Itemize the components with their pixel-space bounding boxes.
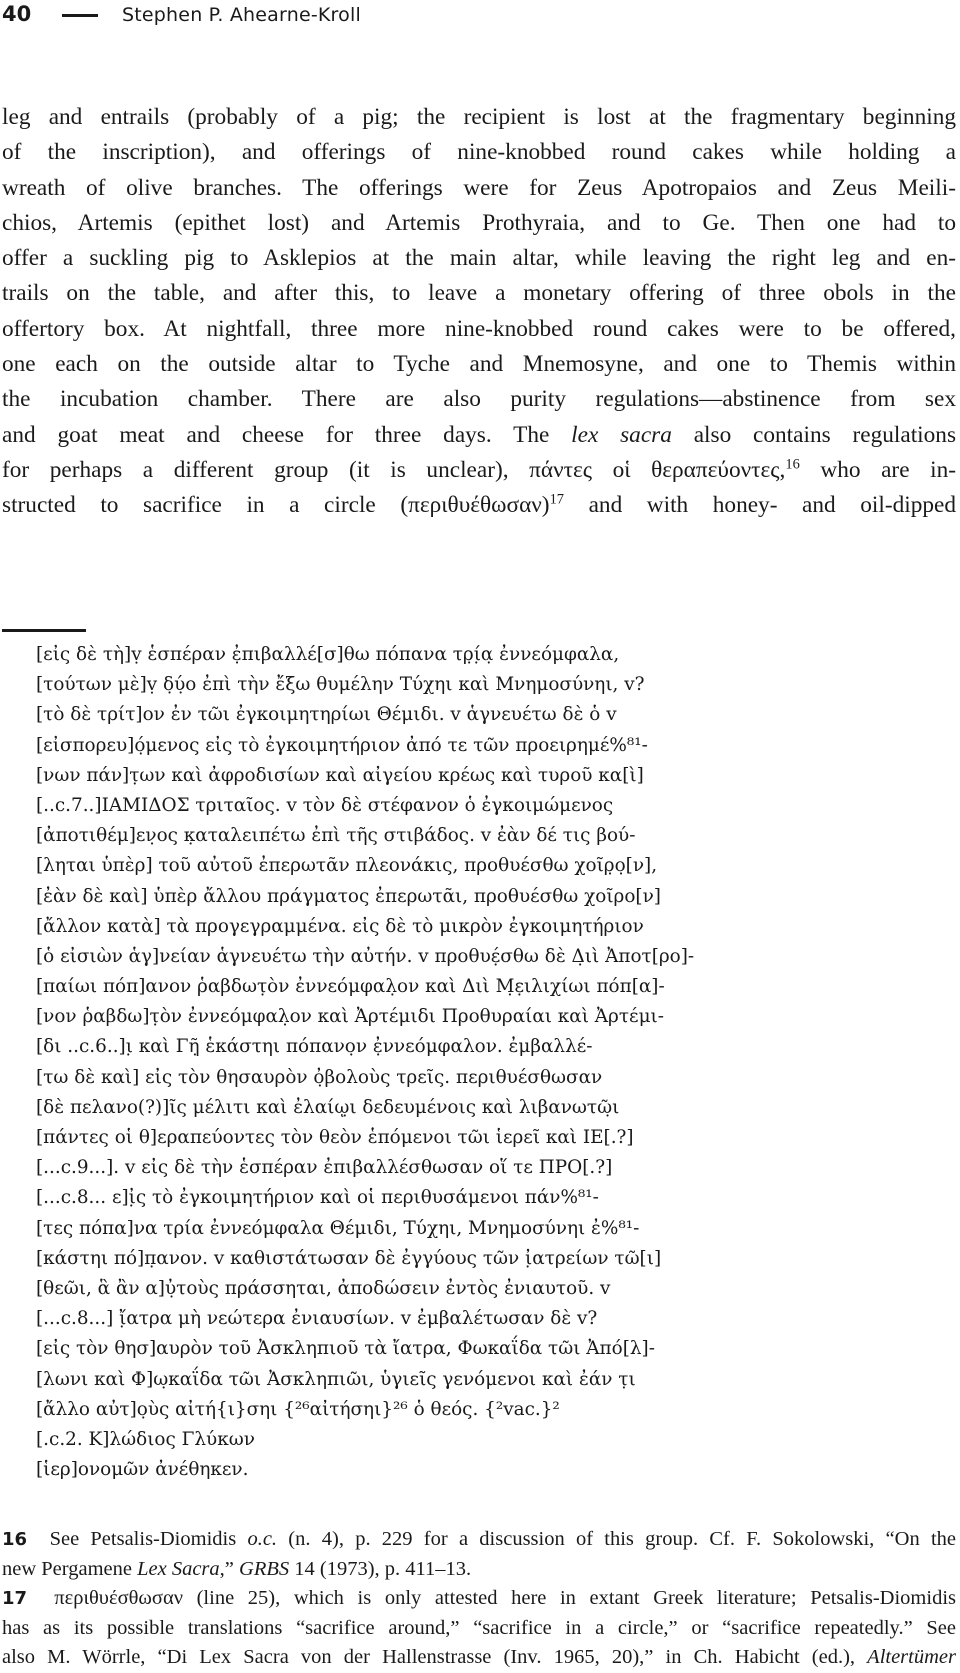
body-line: one each on the outside altar to Tyche and Mnemosyne, and one to Themis within (2, 351, 956, 378)
inscription-line: [εἰς δὲ τὴ]ṿ ἑσπέραν ἐ̣πιβαλλέ[σ]θω πόπανα τρ̣ί̣α̣ ἐννεόμφαλα, (36, 644, 620, 665)
inscription-line: [ἐὰν δὲ καὶ] ὑπὲρ ἄλλου πράγματος ἐπερωτᾶι, προθυέσθω χοῖρο[ν] (36, 885, 661, 907)
inscription-line: [ληται ὑπὲρ] τοῦ αὐτοῦ ἐπερωτᾶν πλεονάκις, προθυέσθω χοῖρ̣ο̣[ν], (36, 855, 658, 877)
body-line: offer a suckling pig to Asklepios at the main altar, while leaving the right leg and en- (2, 245, 956, 272)
inscription-line: [κάστηι πό]π̣ανον. v καθιστάτωσαν δὲ ἐγγύους τῶν ἰ̣ατρείων τῶ[ι] (36, 1247, 662, 1269)
footnote-17-line (2, 1643, 956, 1673)
footnote-rule (2, 629, 86, 632)
footnote-16-line (2, 1555, 956, 1585)
inscription-line: [ὁ εἰσιὼν ἁγ]νείαν ἁγνευέτω τὴν αὐτήν. v προθυέ̣σθω δὲ Δ̣ιὶ Ἀποτ[ρο]- (36, 945, 695, 967)
inscription-line: [ἀποτιθέμ]εν̣ος κ̣αταλειπέτω ἐπὶ τῆς στιβάδος. v ἐὰν δέ τις βού- (36, 825, 636, 847)
running-header (0, 2, 960, 32)
body-text (2, 100, 956, 524)
page-number: 40 (2, 2, 32, 26)
header-rule (62, 14, 98, 17)
inscription-line: [...c.8...] ἴ̣ατρα μὴ νεώτερα ἐνιαυσίων. v ἐμβαλέτωσαν δὲ v? (36, 1308, 598, 1330)
body-text-run: and with honey- and oil-dipped (564, 492, 956, 519)
footnote-ref-17: 17 (549, 491, 565, 508)
body-italic-term: lex sacra (571, 421, 672, 448)
inscription-line: [δὲ πελανο(?)]ῖς μέλιτι καὶ ἐλαίῳ̣ι δεδευμένοις καὶ λιβανωτῶ̣ι (36, 1096, 620, 1118)
footnote-16-line (2, 1525, 956, 1555)
inscription-line: [τούτων μὲ]ṿ δ̣ύ̣ο ἐπὶ τὴν ἔξω θυμέλην Τύχηι καὶ Μνημοσύνηι, v? (36, 674, 645, 696)
footnote-text: new Pergamene (2, 1557, 138, 1580)
footnote-italic: Lex Sacra (137, 1557, 220, 1580)
inscription-line: [ἱερ]ονομῶν ἀνέθηκεν. (36, 1459, 249, 1481)
running-author: Stephen P. Ahearne-Kroll (122, 4, 361, 26)
inscription-line: [παίωι πόπ]ανον ῥαβδωτ̣ὸν ἐννεόμφαλ̣ον καὶ Διὶ Μ̣ε̣ιλιχίωι πόπ[α]- (36, 976, 665, 998)
footnote-ref-16: 16 (785, 456, 800, 473)
footnote-text: 14 (1973), p. 411–13. (289, 1557, 472, 1580)
inscription-line: [πάντες οἱ θ]εραπεύοντες τὸν θεὸν ἑπόμενοι τῶι ἱερεῖ καὶ ΙΕ[.?] (36, 1127, 634, 1148)
body-line: chios, Artemis (epithet lost) and Artemis Prothyraia, and to Ge. Then one had to (2, 209, 956, 236)
body-line: leg and entrails (probably of a pig; the recipient is lost at the fragmentary beginning (2, 104, 956, 130)
body-line: offertory box. At nightfall, three more nine-knobbed round cakes were to be offered, (2, 315, 956, 342)
footnote-number: 17 (2, 1588, 28, 1609)
footnote-number: 16 (2, 1529, 28, 1550)
footnote-text: See Petsalis-Diomidis (49, 1528, 248, 1550)
footnote-italic: o.c. (247, 1528, 278, 1550)
footnote-italic: GRBS (239, 1557, 290, 1580)
body-line (2, 453, 956, 488)
body-line: wreath of olive branches. The offerings were for Zeus Apotropaios and Zeus Meili- (2, 174, 956, 201)
inscription-line: [..c.7..]ΙΑΜΙΔΟΣ τριταῖος. v τὸν δὲ στέφανον ὁ ἐγκοιμώμενος (36, 794, 614, 816)
footnote-italic: Altertümer (867, 1646, 956, 1668)
greek-inscription-block (36, 640, 916, 1485)
footnote-text: (n. 4), p. 229 for a discussion of this group. Cf. F. Sokolowski, “On the (277, 1528, 956, 1550)
inscription-line: [λωνι καὶ Φ]ω̣καΐδα τῶι Ἀσκληπιῶι, ὑγιεῖς γενόμενοι καὶ ἐάν τ̣ι (36, 1368, 636, 1390)
inscription-line: [νων πάν]τ̣ων καὶ ἀφροδισίων καὶ αἰγείου κρέως καὶ τυροῦ κα[ὶ] (36, 764, 644, 786)
inscription-line: [εἰς τὸν θησ]αυρὸν τοῦ Ἀσκληπιοῦ τὰ ἴατρα, Φωκαΐδα τῶι Ἀπό[λ]- (36, 1338, 655, 1360)
inscription-line: [τω δὲ καὶ] εἰς τὸν θησαυρὸν ὀ̣βολοὺς τρεῖς. περιθυέσθωσαν (36, 1066, 603, 1088)
footnote-text: περιθυέσθωσαν (line 25), which is only attested here in extant Greek literature; Petsalis-Diomidis (40, 1587, 956, 1609)
inscription-line: [ἄλλο αὐτ]ο̣ὺς αἰτή{ι}σηι {²⁶αἰτήσηι}²⁶ ὁ θεός. {²vac.}² (36, 1398, 560, 1420)
body-text-run: structed to sacrifice in a circle (περιθυέθωσαν) (2, 492, 550, 519)
inscription-line: [...c.8... ε]ἰ̣ς τὸ ἐγκοιμητήριον καὶ οἱ περιθυσάμενοι πάν%⁸¹- (36, 1187, 599, 1209)
body-text-run: who are in- (799, 456, 956, 483)
inscription-line: [εἰσπορευ]ό̣μενος εἰς τὸ ἐγκοιμητήριον ἀπό τε τῶν προειρημέ%⁸¹- (36, 734, 648, 756)
inscription-line: [ἄλλον κατὰ] τὰ προγεγραμμένα. εἰς δὲ τὸ μικρὸν ἐγκοιμητήριον (36, 915, 644, 937)
body-line: the incubation chamber. There are also purity regulations—abstinence from sex (2, 386, 956, 413)
footnote-text: also M. Wörrle, “Di Lex Sacra von der Hallenstrasse (Inv. 1965, 20),” in Ch. Habicht (ed.), (2, 1646, 868, 1668)
footnote-17-line (2, 1584, 956, 1614)
inscription-line: [τες πόπα]να τρία ἐννεόμφαλα Θέμιδι, Τύχηι, Μνημοσύνηι ἐ%⁸¹- (36, 1217, 640, 1239)
footnote-text: ,” (219, 1557, 240, 1580)
body-text-run: also contains regulations (671, 421, 957, 448)
body-line: of the inscription), and offerings of nine-knobbed round cakes while holding a (2, 139, 956, 166)
footnotes (2, 1525, 956, 1673)
body-line (2, 488, 956, 523)
inscription-line: [.c.2. Κ]λώδιος Γλύκων (36, 1428, 255, 1450)
inscription-line: [δι ..c.6..]ι̣ καὶ Γῆ̣ ἑκάστηι πόπανο̣ν ἐ̣ννεόμφαλον. ἐμβαλλέ- (36, 1036, 593, 1058)
body-line (2, 418, 956, 453)
body-text-run: for perhaps a different group (it is unclear), πάντες οἱ θεραπεύοντες, (2, 456, 786, 483)
footnote-17-line: has as its possible translations “sacrifice around,” “sacrifice in a circle,” or “sacrifice repeatedly.” See (2, 1616, 956, 1639)
inscription-line: [τὸ δὲ τρίτ]ον ἐν τῶι ἐγκοιμητηρίωι Θέμιδι. v ἁγνευέτω δὲ ὁ v (36, 704, 617, 726)
body-line: trails on the table, and after this, to leave a monetary offering of three obols in the (2, 280, 956, 307)
body-text-run: and goat meat and cheese for three days. The (2, 421, 572, 448)
inscription-line: [νον ῥαβδω]τ̣ὸν ἐννεόμφαλ̣ον καὶ Ἀρτέμιδι Προθυραίαι καὶ Ἀρτέμι- (36, 1006, 664, 1028)
inscription-line: [θεῶι, ἃ ἂν α]ὐ̣τοὺς πράσσηται, ἀποδώσειν ἐντὸς ἐνιαυτοῦ. v (36, 1277, 611, 1299)
inscription-line: [...c.9...]. v εἰς δὲ τὴν ἑσπέραν ἐπιβαλλέσθωσαν οἵ τε ΠΡΟ[.?] (36, 1157, 613, 1179)
